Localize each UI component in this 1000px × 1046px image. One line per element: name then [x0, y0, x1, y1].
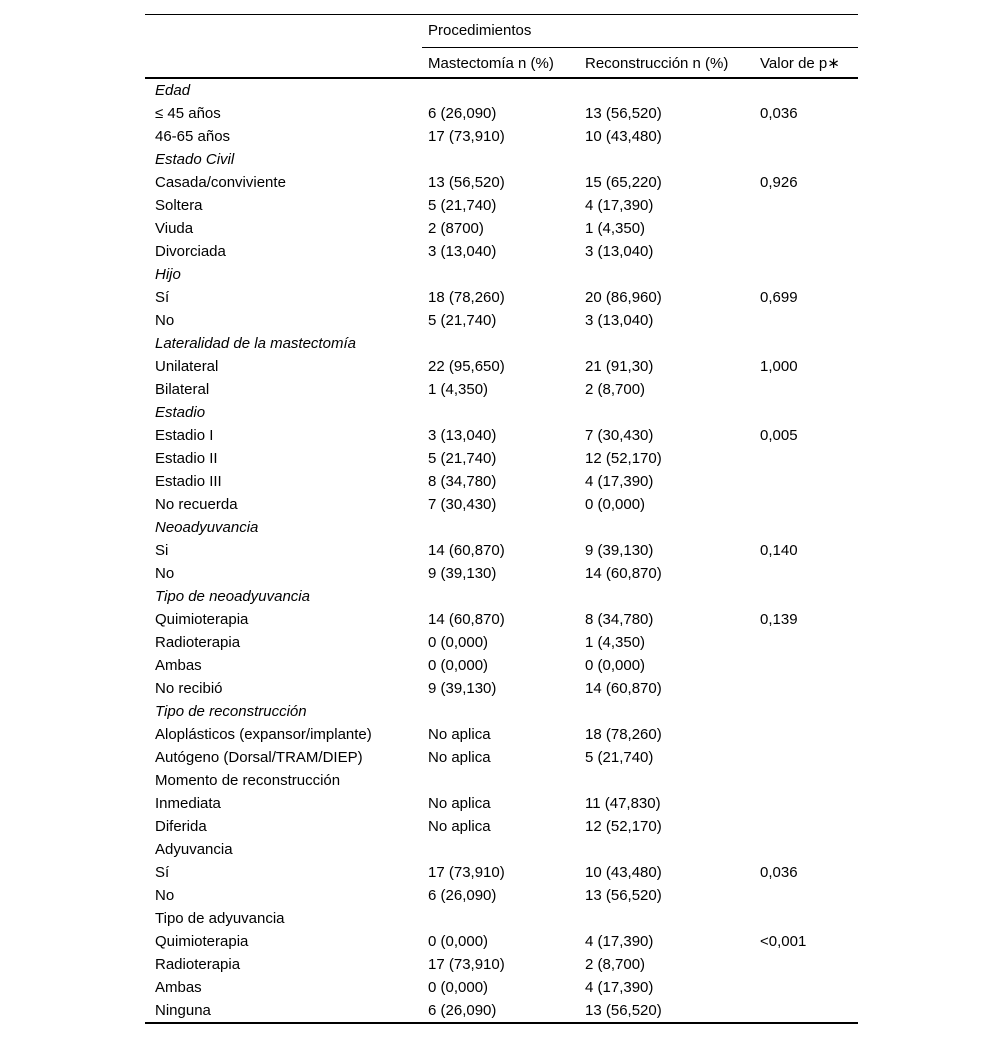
row-label: Ambas [155, 656, 202, 674]
table-row [145, 838, 858, 861]
table-row [145, 769, 858, 792]
table-row [145, 263, 858, 286]
row-label: Estadio III [155, 472, 222, 490]
cell-p-value: 0,926 [760, 173, 798, 191]
table-row [145, 976, 858, 999]
cell-reconstruccion: 10 (43,480) [585, 127, 662, 145]
cell-reconstruccion: 7 (30,430) [585, 426, 654, 444]
table-row [145, 378, 858, 401]
cell-mastectomia: 7 (30,430) [428, 495, 497, 513]
cell-mastectomia: 22 (95,650) [428, 357, 505, 375]
cell-p-value: 0,140 [760, 541, 798, 559]
table-row [145, 194, 858, 217]
table-row [145, 723, 858, 746]
row-label: Divorciada [155, 242, 226, 260]
row-label: Neoadyuvancia [155, 518, 259, 536]
cell-reconstruccion: 8 (34,780) [585, 610, 654, 628]
cell-reconstruccion: 3 (13,040) [585, 242, 654, 260]
cell-mastectomia: 0 (0,000) [428, 978, 489, 996]
row-label: Momento de reconstrucción [155, 771, 341, 789]
cell-reconstruccion: 14 (60,870) [585, 564, 662, 582]
cell-mastectomia: No aplica [428, 794, 491, 812]
cell-reconstruccion: 13 (56,520) [585, 1001, 662, 1019]
cell-reconstruccion: 4 (17,390) [585, 932, 654, 950]
row-label: Tipo de adyuvancia [155, 909, 285, 927]
cell-mastectomia: 5 (21,740) [428, 311, 497, 329]
row-label: Adyuvancia [155, 840, 233, 858]
table-row [145, 148, 858, 171]
table-row [145, 608, 858, 631]
table-row [145, 424, 858, 447]
table-row [145, 332, 858, 355]
cell-mastectomia: 17 (73,910) [428, 955, 505, 973]
row-label: Aloplásticos (expansor/implante) [155, 725, 372, 743]
row-label: Tipo de neoadyuvancia [155, 587, 310, 605]
table-row [145, 355, 858, 378]
cell-mastectomia: 5 (21,740) [428, 449, 497, 467]
cell-p-value: 0,139 [760, 610, 798, 628]
cell-mastectomia: 0 (0,000) [428, 633, 489, 651]
table-row [145, 539, 858, 562]
group-header-procedimientos: Procedimientos [428, 22, 532, 40]
row-label: Ninguna [155, 1001, 211, 1019]
table-row [145, 953, 858, 976]
table-row [145, 217, 858, 240]
table-row [145, 125, 858, 148]
row-label: Radioterapia [155, 955, 241, 973]
row-label: Viuda [155, 219, 194, 237]
row-label: Sí [155, 288, 170, 306]
cell-mastectomia: 18 (78,260) [428, 288, 505, 306]
cell-mastectomia: 14 (60,870) [428, 610, 505, 628]
row-label: No [155, 311, 175, 329]
table-row [145, 562, 858, 585]
row-label: Estadio I [155, 426, 214, 444]
cell-reconstruccion: 5 (21,740) [585, 748, 654, 766]
cell-p-value: 1,000 [760, 357, 798, 375]
cell-mastectomia: 5 (21,740) [428, 196, 497, 214]
row-label: Estadio II [155, 449, 218, 467]
cell-reconstruccion: 20 (86,960) [585, 288, 662, 306]
table-row [145, 493, 858, 516]
cell-reconstruccion: 11 (47,830) [585, 794, 661, 812]
cell-reconstruccion: 0 (0,000) [585, 495, 646, 513]
row-label: No [155, 886, 175, 904]
row-label: Bilateral [155, 380, 210, 398]
row-label: Hijo [155, 265, 181, 283]
cell-mastectomia: 1 (4,350) [428, 380, 489, 398]
table-row [145, 930, 858, 953]
cell-mastectomia: 0 (0,000) [428, 932, 489, 950]
table-row [145, 401, 858, 424]
row-label: Tipo de reconstrucción [155, 702, 307, 720]
table-row [145, 677, 858, 700]
table-body [145, 79, 858, 1024]
cell-mastectomia: 0 (0,000) [428, 656, 489, 674]
cell-p-value: 0,005 [760, 426, 798, 444]
cell-mastectomia: No aplica [428, 748, 491, 766]
cell-reconstruccion: 13 (56,520) [585, 886, 662, 904]
table-row [145, 654, 858, 677]
cell-reconstruccion: 4 (17,390) [585, 472, 654, 490]
table-row [145, 240, 858, 263]
cell-mastectomia: No aplica [428, 725, 491, 743]
cell-mastectomia: 6 (26,090) [428, 886, 497, 904]
table-row [145, 815, 858, 838]
cell-mastectomia: 13 (56,520) [428, 173, 505, 191]
cell-mastectomia: 17 (73,910) [428, 127, 505, 145]
table-row [145, 999, 858, 1022]
row-label: Diferida [155, 817, 207, 835]
table-row [145, 907, 858, 930]
cell-reconstruccion: 10 (43,480) [585, 863, 662, 881]
cell-reconstruccion: 15 (65,220) [585, 173, 662, 191]
row-label: Quimioterapia [155, 610, 249, 628]
row-label: Estado Civil [155, 150, 235, 168]
cell-reconstruccion: 4 (17,390) [585, 978, 654, 996]
column-header-reconstruccion: Reconstrucción n (%) [585, 54, 729, 72]
cell-mastectomia: 3 (13,040) [428, 242, 497, 260]
cell-reconstruccion: 9 (39,130) [585, 541, 654, 559]
row-label: Inmediata [155, 794, 221, 812]
cell-reconstruccion: 2 (8,700) [585, 380, 646, 398]
column-header-p-value: Valor de p∗ [760, 54, 840, 72]
cell-mastectomia: 14 (60,870) [428, 541, 505, 559]
table-row [145, 102, 858, 125]
table-row [145, 470, 858, 493]
row-label: No [155, 564, 175, 582]
row-label: ≤ 45 años [155, 104, 221, 122]
cell-mastectomia: 6 (26,090) [428, 104, 497, 122]
table-row [145, 700, 858, 723]
cell-mastectomia: No aplica [428, 817, 491, 835]
row-label: Soltera [155, 196, 203, 214]
table-row [145, 631, 858, 654]
cell-reconstruccion: 18 (78,260) [585, 725, 662, 743]
table-group-header-row [145, 15, 858, 47]
cell-mastectomia: 9 (39,130) [428, 564, 497, 582]
cell-mastectomia: 6 (26,090) [428, 1001, 497, 1019]
cell-mastectomia: 17 (73,910) [428, 863, 505, 881]
table-row [145, 286, 858, 309]
column-header-mastectomia: Mastectomía n (%) [428, 54, 554, 72]
table-row [145, 309, 858, 332]
cell-reconstruccion: 21 (91,30) [585, 357, 654, 375]
row-label: Unilateral [155, 357, 219, 375]
row-label: Quimioterapia [155, 932, 249, 950]
cell-reconstruccion: 3 (13,040) [585, 311, 654, 329]
table-column-header-row [145, 48, 858, 79]
table-row [145, 79, 858, 102]
row-label: Radioterapia [155, 633, 241, 651]
cell-reconstruccion: 2 (8,700) [585, 955, 646, 973]
cell-reconstruccion: 13 (56,520) [585, 104, 662, 122]
cell-p-value: 0,036 [760, 104, 798, 122]
cell-reconstruccion: 14 (60,870) [585, 679, 662, 697]
table-row [145, 447, 858, 470]
cell-reconstruccion: 1 (4,350) [585, 633, 646, 651]
statistics-table [145, 14, 858, 1024]
table-row [145, 171, 858, 194]
cell-mastectomia: 3 (13,040) [428, 426, 497, 444]
cell-reconstruccion: 4 (17,390) [585, 196, 654, 214]
cell-mastectomia: 8 (34,780) [428, 472, 497, 490]
row-label: Edad [155, 81, 191, 99]
cell-mastectomia: 2 (8700) [428, 219, 484, 237]
cell-reconstruccion: 12 (52,170) [585, 817, 662, 835]
row-label: Estadio [155, 403, 206, 421]
table-row [145, 884, 858, 907]
cell-p-value: <0,001 [760, 932, 807, 950]
cell-reconstruccion: 1 (4,350) [585, 219, 646, 237]
row-label: 46-65 años [155, 127, 231, 145]
row-label: Lateralidad de la mastectomía [155, 334, 356, 352]
cell-reconstruccion: 0 (0,000) [585, 656, 646, 674]
table-row [145, 792, 858, 815]
table-row [145, 585, 858, 608]
cell-p-value: 0,699 [760, 288, 798, 306]
row-label: Si [155, 541, 169, 559]
table-row [145, 861, 858, 884]
row-label: No recuerda [155, 495, 238, 513]
cell-p-value: 0,036 [760, 863, 798, 881]
row-label: Casada/conviviente [155, 173, 286, 191]
row-label: Sí [155, 863, 170, 881]
cell-reconstruccion: 12 (52,170) [585, 449, 662, 467]
cell-mastectomia: 9 (39,130) [428, 679, 497, 697]
row-label: Autógeno (Dorsal/TRAM/DIEP) [155, 748, 363, 766]
table-row [145, 746, 858, 769]
table-row [145, 516, 858, 539]
row-label: Ambas [155, 978, 202, 996]
row-label: No recibió [155, 679, 223, 697]
